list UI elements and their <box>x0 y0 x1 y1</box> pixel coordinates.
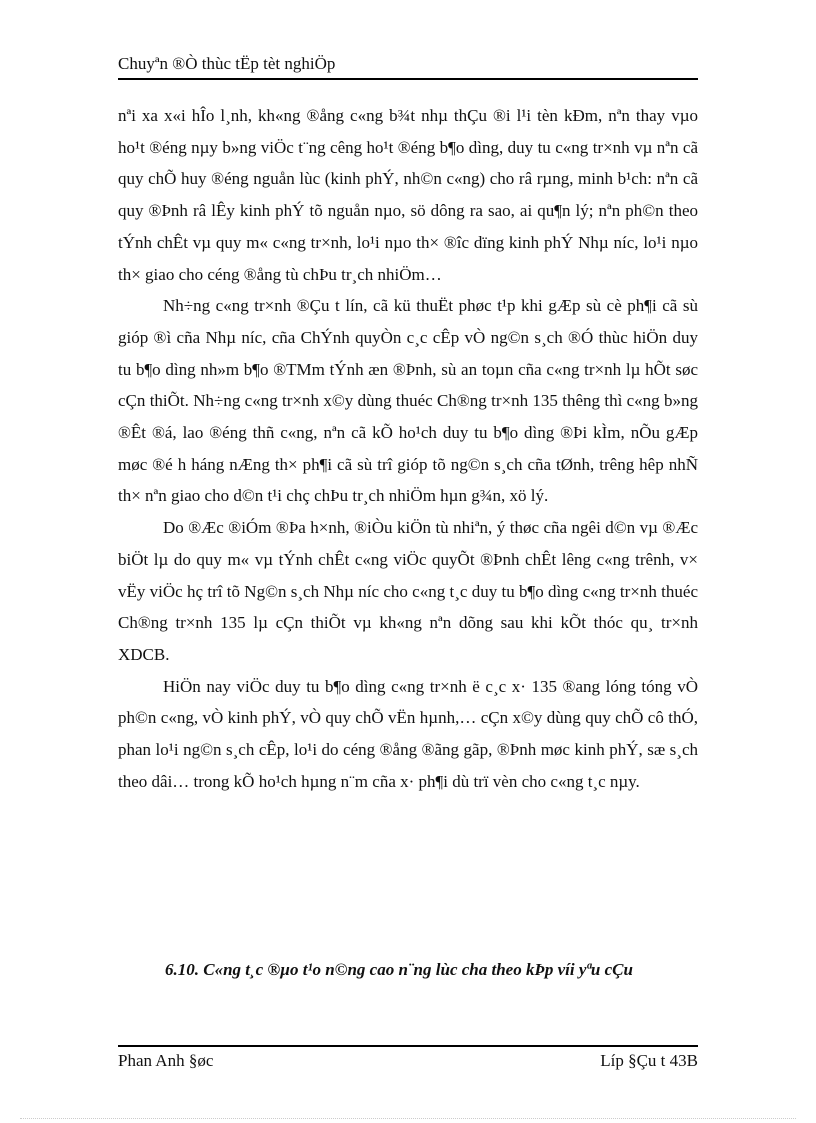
paragraph-1: nªi xa x«i hÎo l¸nh, kh«ng ®ång c«ng b¾t nhµ thÇu ®i l¹i tèn kÐm, nªn thay vµo ho¹t ®éng nµy b»ng viÖc t¨ng cêng ho¹t ®éng b¶o dìng, duy tu c«ng tr×nh vµ nªn cã quy chÕ huy ®éng nguån lùc (kinh phÝ, nh©n c«ng) cho râ rµng, minh b¹ch: nªn cã quy ®Þnh râ lÊy kinh phÝ tõ nguån nµo, sö dông ra sao, ai qu¶n lý; nªn ph©n theo tÝnh chÊt vµ quy m« c«ng tr×nh, lo¹i nµo th× ®îc dïng kinh phÝ Nhµ níc, lo¹i nµo th× giao cho céng ®ång tù chÞu tr¸ch nhiÖm… <box>118 106 698 284</box>
section-heading: 6.10. C«ng t¸c ®µo t¹o n©ng cao n¨ng lùc cha theo kÞp víi yªu cÇu <box>165 960 633 979</box>
page-header <box>118 54 698 80</box>
header-title: Chuyªn ®Ò thùc tËp tèt nghiÖp <box>118 54 336 73</box>
paragraph-2: Nh÷ng c«ng tr×nh ®Çu t lín, cã kü thuËt phøc t¹p khi gÆp sù cè ph¶i cã sù gióp ®ì cña Nhµ níc, cña ChÝnh quyÒn c¸c cÊp vÒ ng©n s¸ch ®Ó thùc hiÖn duy tu b¶o dìng nh»m b¶o ®TMm tÝnh æn ®Þnh, sù an toµn cña c«ng tr×nh lµ hÕt søc cÇn thiÕt. Nh÷ng c«ng tr×nh x©y dùng thuéc Ch®ng tr×nh 135 thêng thì c«ng b»ng ®Êt ®á, lao ®éng thñ c«ng, nªn cã kÕ ho¹ch duy tu b¶o dìng ®Þi kÌm, nÕu gÆp møc ®é h háng nÆng th× ph¶i cã sù trî gióp tõ ng©n s¸ch cña tØnh, trêng hêp nhÑ th× nªn giao cho d©n t¹i chç chÞu tr¸ch nhiÖm hµn g¾n, xö lý. <box>118 296 698 506</box>
footer-class: Líp §Çu t 43B <box>600 1051 698 1070</box>
footer-divider <box>118 1045 698 1047</box>
page-bottom-edge <box>20 1118 796 1119</box>
footer-author: Phan Anh §øc <box>118 1051 214 1070</box>
body-text <box>118 100 698 797</box>
paragraph-4: HiÖn nay viÖc duy tu b¶o dìng c«ng tr×nh ë c¸c x· 135 ®ang lóng tóng vÒ ph©n c«ng, vÒ kinh phÝ, vÒ quy chÕ vËn hµnh,… cÇn x©y dùng quy chÕ cô thÓ, phan lo¹i ng©n s¸ch cÊp, lo¹i do céng ®ång ®ãng gãp, ®Þnh møc kinh phÝ, sæ s¸ch theo dâi… trong kÕ ho¹ch hµng n¨m cña x· ph¶i dù trï vèn cho c«ng t¸c nµy. <box>118 676 698 791</box>
paragraph-3: Do ®Æc ®iÓm ®Þa h×nh, ®iÒu kiÖn tù nhiªn, ý thøc cña ngêi d©n vµ ®Æc biÖt lµ do quy m« vµ tÝnh chÊt c«ng viÖc quyÕt ®Þnh chÊt lêng c«ng trênh, v× vËy viÖc hç trî tõ Ng©n s¸ch Nhµ níc cho c«ng t¸c duy tu b¶o dìng c«ng tr×nh thuéc Ch®ng tr×nh 135 lµ cÇn thiÕt vµ kh«ng nªn dõng sau khi kÕt thóc qu¸ tr×nh XDCB. <box>118 518 698 664</box>
